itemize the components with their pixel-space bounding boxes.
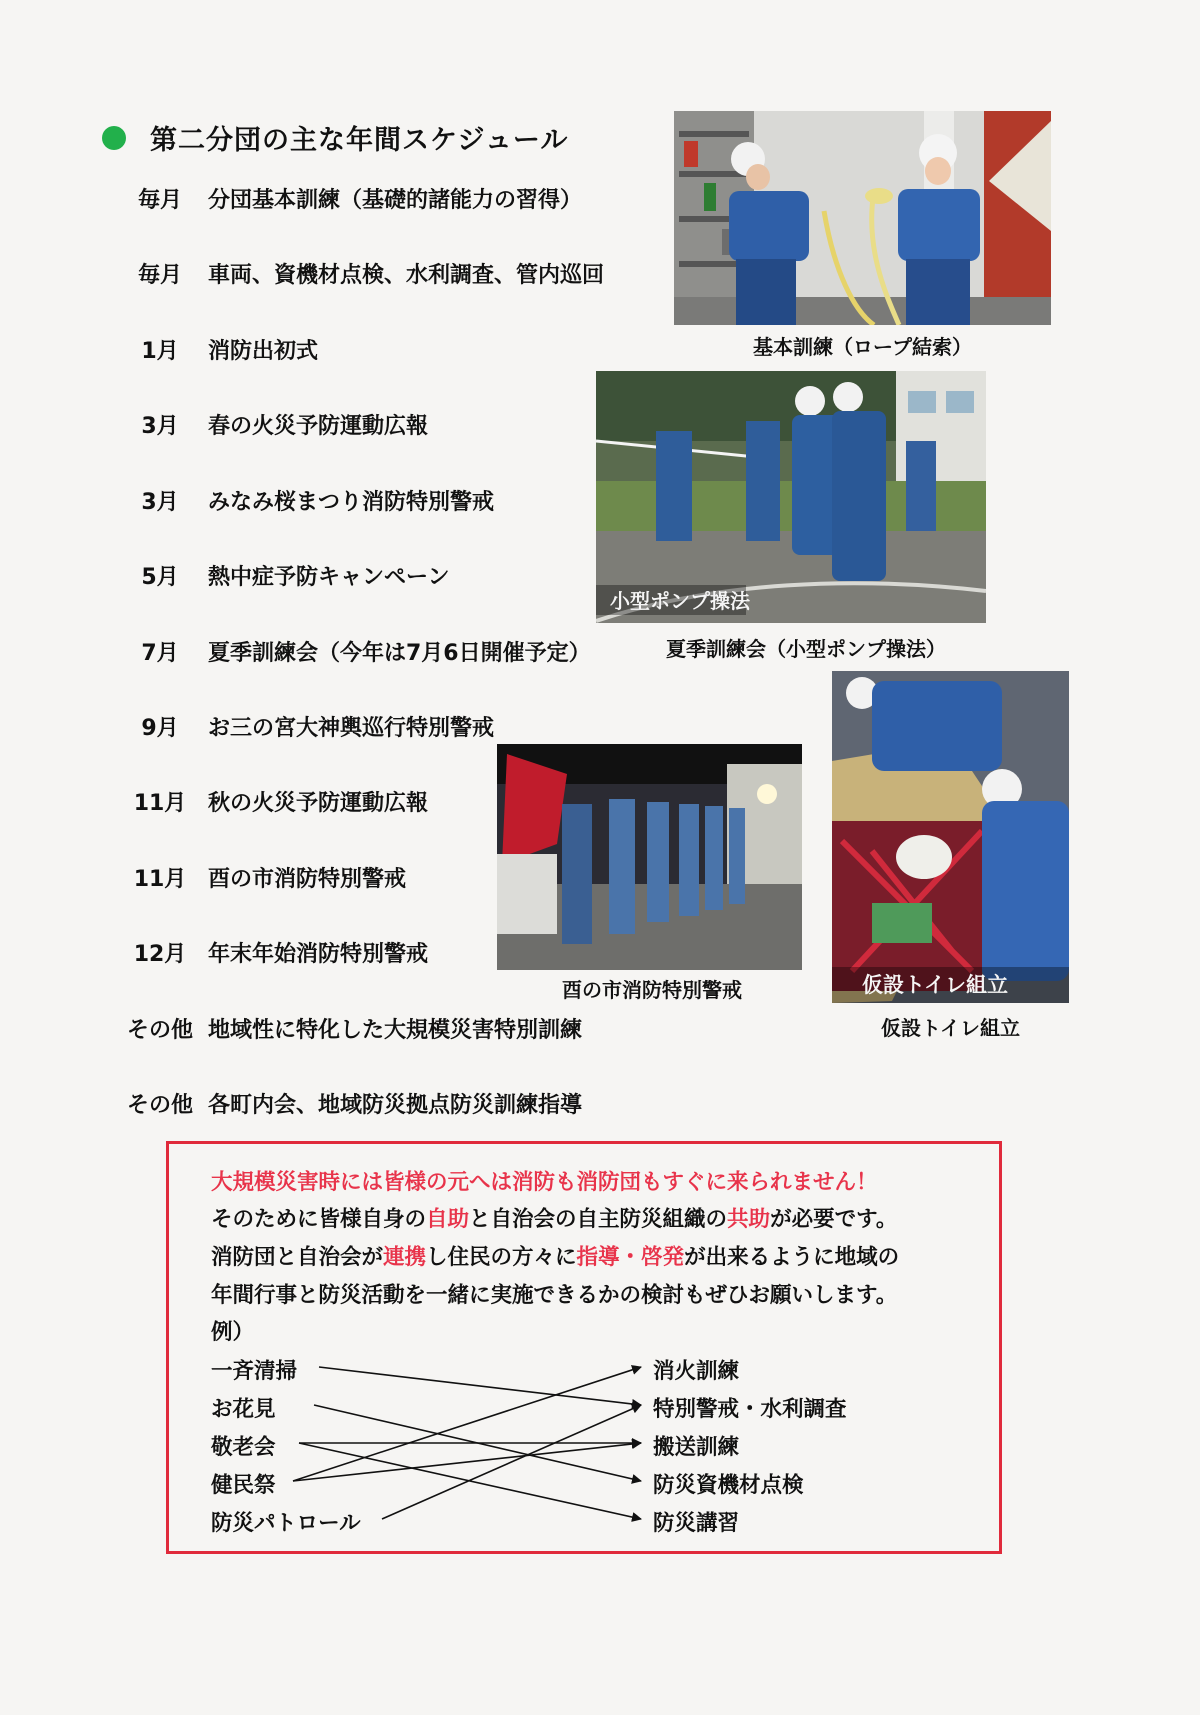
schedule-text: 年末年始消防特別警戒 [208,942,429,967]
schedule-month: 11月 [133,791,187,816]
schedule-row [112,937,428,968]
schedule-text: お三の宮大神輿巡行特別警戒 [208,716,495,741]
rope-training-photo [674,111,1051,325]
green-bullet-icon [102,126,126,150]
schedule-month: 12月 [133,942,187,967]
arrow-line [319,1367,641,1405]
schedule-text: 地域性に特化した大規模災害特別訓練 [208,1018,583,1043]
tori-no-ichi-photo [497,744,802,970]
notice-box [166,1141,1002,1554]
notice-line-cooperation: 消防団と自治会が連携し住民の方々に指導・啓発が出来るように地域の [211,1245,900,1270]
pump-drill-photo-label: 小型ポンプ操法 [610,589,750,613]
event-item: 防災パトロール [211,1511,361,1536]
schedule-row [112,862,406,893]
notice-warning: 大規模災害時には皆様の元へは消防も消防団もすぐに来られません！ [211,1170,878,1195]
activity-item: 特別警戒・水利調査 [653,1397,847,1422]
mutual-help-term: 共助 [727,1207,771,1232]
schedule-row [112,409,428,440]
arrow-line [382,1405,641,1519]
schedule-month: 9月 [141,716,179,741]
event-item: 健民祭 [211,1473,276,1498]
schedule-row [112,636,591,667]
schedule-row [112,560,450,591]
toilet-assembly-photo-label: 仮設トイレ組立 [862,973,1008,997]
cooperation-term: 連携 [383,1245,427,1270]
schedule-month: 5月 [141,565,179,590]
schedule-text: 車両、資機材点検、水利調査、管内巡回 [208,263,605,288]
rope-training-caption: 基本訓練（ロープ結索） [753,335,972,359]
event-item: お花見 [211,1397,276,1422]
connection-arrows [169,1144,1005,1557]
schedule-month: 1月 [141,339,179,364]
schedule-row [112,183,582,214]
schedule-row [112,334,318,365]
example-label: 例） [211,1320,255,1345]
schedule-text: 酉の市消防特別警戒 [208,867,407,892]
schedule-text: 秋の火災予防運動広報 [208,791,429,816]
notice-line-request: 年間行事と防災活動を一緒に実施できるかの検討もぜひお願いします。 [211,1283,898,1308]
schedule-row [112,1013,582,1044]
activity-item: 消火訓練 [653,1359,740,1384]
event-item: 一斉清掃 [211,1359,298,1384]
schedule-month: 7月 [141,641,179,666]
activity-item: 防災資機材点検 [653,1473,804,1498]
schedule-text: 各町内会、地域防災拠点防災訓練指導 [208,1093,583,1118]
schedule-month: その他 [126,1093,193,1118]
schedule-month: 3月 [141,414,179,439]
schedule-month: 11月 [133,867,187,892]
arrow-line [293,1443,641,1481]
schedule-row [112,786,428,817]
schedule-row [112,485,494,516]
schedule-text: 夏季訓練会（今年は7月6日開催予定） [208,641,591,666]
pump-drill-photo [596,371,986,623]
event-item: 敬老会 [211,1435,276,1460]
activity-item: 搬送訓練 [653,1435,740,1460]
section-heading [102,118,568,157]
guidance-term: 指導・啓発 [576,1245,685,1270]
schedule-text: 春の火災予防運動広報 [208,414,429,439]
tori-no-ichi-caption: 酉の市消防特別警戒 [562,978,742,1002]
self-help-term: 自助 [426,1207,470,1232]
schedule-row [112,258,604,289]
pump-drill-caption: 夏季訓練会（小型ポンプ操法） [666,637,946,661]
schedule-text: 消防出初式 [208,339,319,364]
schedule-month: その他 [126,1018,193,1043]
schedule-row [112,1088,582,1119]
toilet-assembly-photo [832,671,1069,1003]
toilet-assembly-caption: 仮設トイレ組立 [881,1016,1020,1040]
schedule-month: 3月 [141,490,179,515]
schedule-text: みなみ桜まつり消防特別警戒 [208,490,495,515]
notice-line-self-help: そのために皆様自身の自助と自治会の自主防災組織の共助が必要です。 [211,1207,898,1232]
schedule-month: 毎月 [137,263,182,288]
activity-item: 防災講習 [653,1511,740,1536]
schedule-month: 毎月 [137,188,182,213]
schedule-row [112,711,494,742]
schedule-text: 熱中症予防キャンペーン [208,565,450,590]
page-title: 第二分団の主な年間スケジュール [150,125,569,156]
schedule-text: 分団基本訓練（基礎的諸能力の習得） [208,188,583,213]
